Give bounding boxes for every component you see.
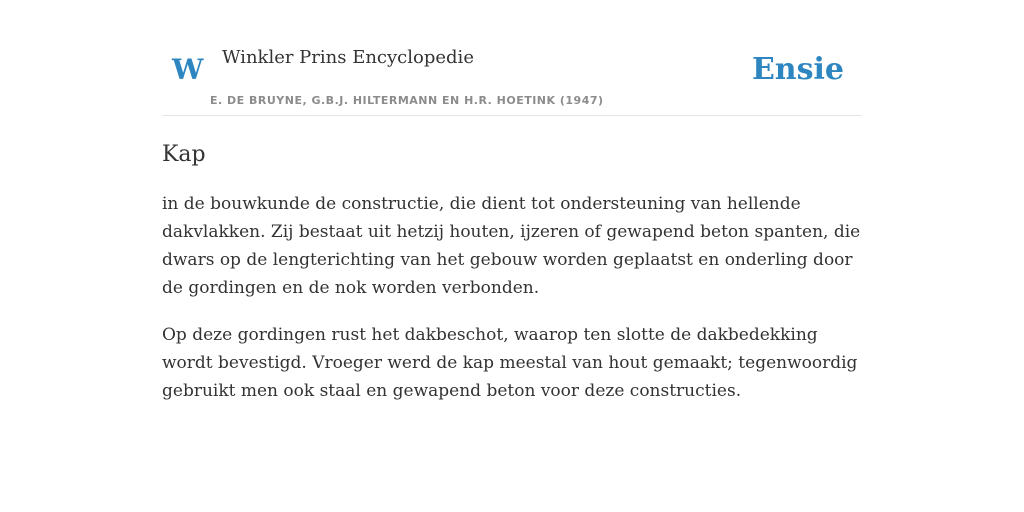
page [162, 0, 862, 405]
entry-paragraph: in de bouwkunde de constructie, die dient tot ondersteuning van hellende dakvlakken. Zij bestaat uit hetzij houten, ijzeren of gewapend beton spanten, die dwars op de lengterichting van het gebouw worden geplaatst en onderling door de gordingen en de nok worden verbonden. [162, 194, 861, 298]
entry-body [162, 190, 862, 405]
source-header [162, 44, 862, 116]
source-title-link[interactable]: Winkler Prins Encyclopedie [222, 47, 474, 68]
source-authors: E. DE BRUYNE, G.B.J. HILTERMANN EN H.R. HOETINK (1947) [210, 94, 604, 107]
entry-paragraph: Op deze gordingen rust het dakbeschot, waarop ten slotte de dakbedekking wordt bevestigd. Vroeger werd de kap meestal van hout gemaakt; tegenwoordig gebruikt men ook staal en gewapend beton voor deze constructies. [162, 325, 858, 401]
source-logo[interactable]: W [172, 53, 204, 86]
ensie-logo[interactable]: Ensie [751, 52, 844, 87]
entry-title: Kap [162, 142, 206, 167]
